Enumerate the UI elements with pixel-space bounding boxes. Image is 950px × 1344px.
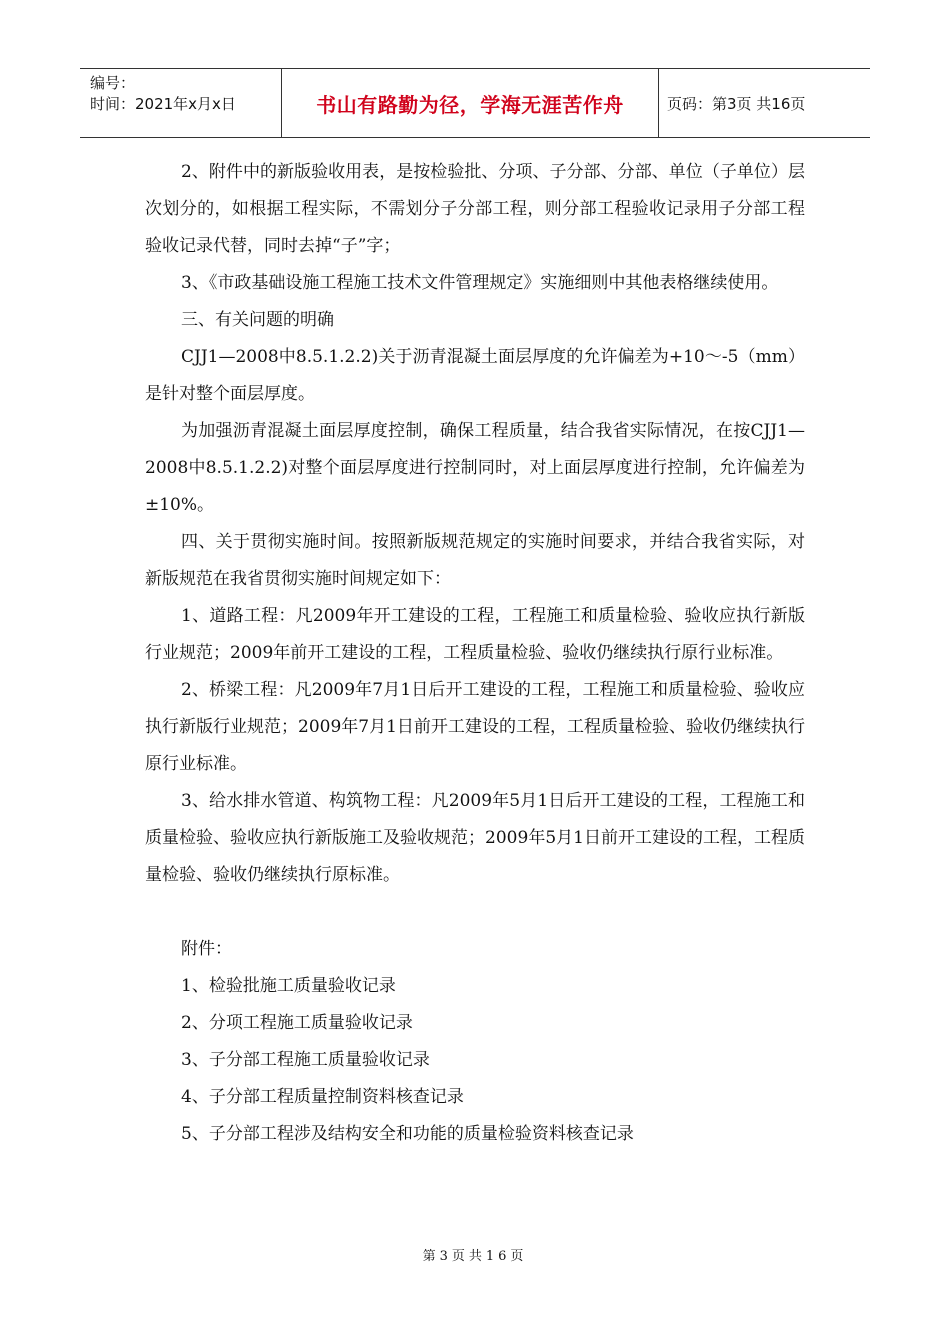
section-heading: 四、关于贯彻实施时间。按照新版规范规定的实施时间要求，并结合我省实际，对新版规范在我省贯彻实施时间规定如下： — [145, 532, 805, 589]
paragraph: 1、道路工程：凡2009年开工建设的工程，工程施工和质量检验、验收应执行新版行业规范；2009年前开工建设的工程，工程质量检验、验收仍继续执行原行业标准。 — [145, 606, 805, 663]
attachment-item: 3、子分部工程施工质量验收记录 — [181, 1050, 430, 1070]
paragraph: 3、给水排水管道、构筑物工程：凡2009年5月1日后开工建设的工程，工程施工和质量检验、验收应执行新版施工及验收规范；2009年5月1日前开工建设的工程，工程质量检验、验收仍继续执行原标准。 — [145, 791, 805, 885]
paragraph: 为加强沥青混凝土面层厚度控制，确保工程质量，结合我省实际情况，在按CJJ1—2008中8.5.1.2.2)对整个面层厚度进行控制同时，对上面层厚度进行控制，允许偏差为±10%。 — [145, 421, 805, 515]
spacer — [145, 894, 805, 931]
header-motto-cell — [282, 69, 659, 137]
attachment-item: 4、子分部工程质量控制资料核查记录 — [181, 1087, 464, 1107]
paragraph: 2、桥梁工程：凡2009年7月1日后开工建设的工程，工程施工和质量检验、验收应执行新版行业规范；2009年7月1日前开工建设的工程，工程质量检验、验收仍继续执行原行业标准。 — [145, 680, 805, 774]
attachments-title: 附件： — [181, 939, 232, 959]
section-heading: 三、有关问题的明确 — [181, 310, 334, 330]
document-date: 时间：2021年x月x日 — [90, 95, 236, 113]
header-page-info: 页码：第3页 共16页 — [667, 94, 806, 113]
document-body — [145, 154, 805, 1153]
paragraph: CJJ1—2008中8.5.1.2.2)关于沥青混凝土面层厚度的允许偏差为+10～-5（mm）是针对整个面层厚度。 — [145, 347, 805, 404]
header-meta — [80, 69, 282, 137]
attachment-item: 1、检验批施工质量验收记录 — [181, 976, 396, 996]
document-number-label: 编号： — [90, 74, 136, 92]
attachment-item: 2、分项工程施工质量验收记录 — [181, 1013, 413, 1033]
attachment-item: 5、子分部工程涉及结构安全和功能的质量检验资料核查记录 — [181, 1124, 634, 1144]
page-header — [80, 68, 870, 138]
header-motto: 书山有路勤为径，学海无涯苦作舟 — [316, 92, 624, 117]
paragraph: 2、附件中的新版验收用表，是按检验批、分项、子分部、分部、单位（子单位）层次划分的，如根据工程实际，不需划分子分部工程，则分部工程验收记录用子分部工程验收记录代替，同时去掉“子”字； — [145, 162, 805, 256]
paragraph: 3、《市政基础设施工程施工技术文件管理规定》实施细则中其他表格继续使用。 — [181, 273, 779, 293]
page-footer: 第3页共16页 — [422, 1249, 528, 1264]
